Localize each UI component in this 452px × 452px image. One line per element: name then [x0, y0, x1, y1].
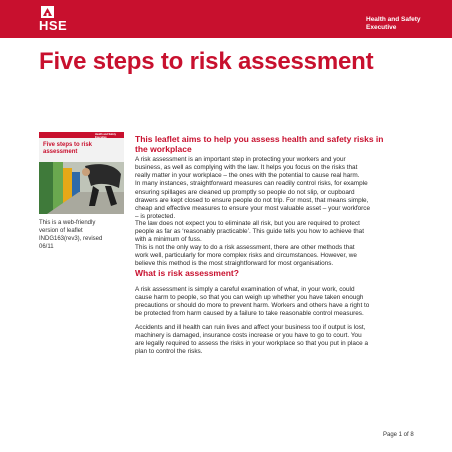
- text-line: precautions or should do more to prevent harm. Workers and others have a right to: [135, 302, 370, 310]
- lead-line: the workplace: [135, 144, 192, 154]
- text-line: cause harm to people, so that you can weigh up whether you have taken enough: [135, 294, 364, 302]
- cover-photo-worker-icon: [39, 162, 124, 214]
- organisation-line: Health and Safety: [366, 16, 421, 23]
- text-line: business, as well as complying with the law. It helps you focus on the risks that: [135, 164, 358, 172]
- text-line: – is protected.: [135, 213, 176, 221]
- text-line: ensuring spillages are cleaned up promptly so people do not slip, or cupboard: [135, 188, 355, 196]
- text-line: believe this method is the most straightforward for most organisations.: [135, 260, 334, 268]
- cover-header: [39, 132, 124, 162]
- organisation-name: [366, 16, 421, 32]
- document-title: Five steps to risk assessment: [39, 48, 374, 75]
- text-line: In many instances, straightforward measures can readily control risks, for example: [135, 180, 368, 188]
- law-paragraph: [135, 220, 417, 244]
- text-line: plan to control the risks.: [135, 348, 203, 356]
- definition-paragraph: [135, 286, 417, 319]
- cover-caption: [39, 219, 121, 251]
- text-line: cheap and effective measures to ensure your most valuable asset – your workforce: [135, 204, 371, 212]
- text-line: work well, particularly for more complex risks and circumstances. However, we: [135, 252, 357, 260]
- text-line: The law does not expect you to eliminate all risk, but you are required to protect: [135, 220, 360, 227]
- text-line: This is not the only way to do a risk assessment, there are other methods that: [135, 244, 355, 251]
- text-line: be protected from harm caused by a failure to take reasonable control measures.: [135, 310, 364, 318]
- leaflet-cover-image: [39, 132, 124, 214]
- cover-title-line: Five steps to risk: [43, 142, 93, 148]
- intro-paragraph: [135, 156, 417, 221]
- text-line: people as far as ‘reasonably practicable’. This guide tells you how to achieve that: [135, 228, 365, 236]
- consequences-paragraph: [135, 324, 417, 357]
- text-line: machinery is damaged, insurance costs increase or you have to go to court. You: [135, 332, 362, 340]
- hse-logo-text: HSE: [39, 18, 68, 33]
- caption-line: INDG163(rev3), revised: [39, 236, 103, 242]
- section-heading: What is risk assessment?: [135, 268, 239, 278]
- cover-title: [43, 142, 103, 155]
- text-line: are legally required to assess the risks in your workplace so that you put in place a: [135, 340, 369, 348]
- lead-heading: [135, 134, 415, 154]
- method-paragraph: [135, 244, 417, 268]
- cover-org-name: Health and Safety Executive: [95, 133, 116, 139]
- cover-title-line: assessment: [43, 148, 78, 155]
- hse-logo[interactable]: [39, 6, 77, 34]
- header-banner: [0, 0, 452, 38]
- text-line: Accidents and ill health can ruin lives and affect your business too if output is lost,: [135, 324, 366, 331]
- text-line: A risk assessment is simply a careful examination of what, in your work, could: [135, 286, 355, 293]
- text-line: with a minimum of fuss.: [135, 236, 202, 244]
- caption-line: 06/11: [39, 244, 54, 250]
- page-number: Page 1 of 8: [383, 432, 414, 438]
- text-line: A risk assessment is an important step in protecting your workers and your: [135, 156, 346, 163]
- lead-line: This leaflet aims to help you assess health and safety risks in: [135, 134, 384, 144]
- text-line: really matter in your workplace – the ones with the potential to cause real harm.: [135, 172, 360, 180]
- text-line: drawers are kept closed to ensure people do not trip. For most, that means simple,: [135, 196, 369, 204]
- organisation-line: Executive: [366, 24, 397, 31]
- caption-line: version of leaflet: [39, 228, 83, 234]
- caption-line: This is a web-friendly: [39, 220, 96, 226]
